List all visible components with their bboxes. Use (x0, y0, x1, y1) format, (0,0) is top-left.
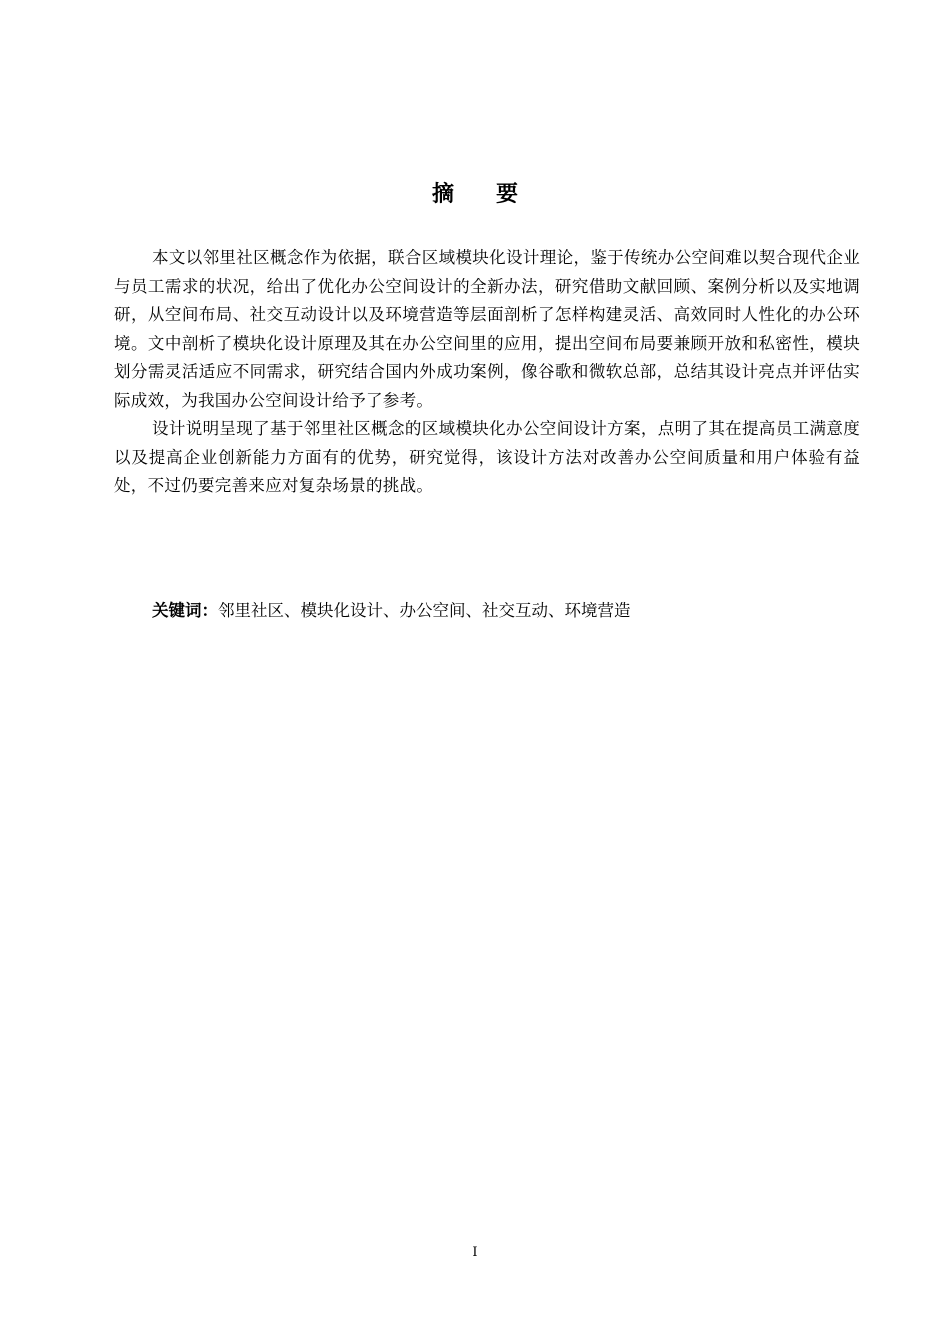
abstract-title: 摘要 (431, 182, 560, 207)
keywords-label: 关键词： (152, 601, 218, 620)
keywords-value: 邻里社区、模块化设计、办公空间、社交互动、环境营造 (218, 601, 631, 620)
abstract-paragraph-2: 设计说明呈现了基于邻里社区概念的区域模块化办公空间设计方案，点明了其在提高员工满意度以及提高企业创新能力方面有的优势，研究觉得，该设计方法对改善办公空间质量和用户体验有益处，不过仍要完善来应对复杂场景的挑战。 (114, 419, 860, 495)
page-number: I (472, 1245, 478, 1260)
keywords-line (152, 597, 852, 625)
abstract-paragraph-1: 本文以邻里社区概念作为依据，联合区域模块化设计理论，鉴于传统办公空间难以契合现代企业与员工需求的状况，给出了优化办公空间设计的全新办法，研究借助文献回顾、案例分析以及实地调研，从空间布局、社交互动设计以及环境营造等层面剖析了怎样构建灵活、高效同时人性化的办公环境。文中剖析了模块化设计原理及其在办公空间里的应用，提出空间布局要兼顾开放和私密性，模块划分需灵活适应不同需求，研究结合国内外成功案例，像谷歌和微软总部，总结其设计亮点并评估实际成效，为我国办公空间设计给予了参考。 (114, 248, 860, 410)
abstract-body (114, 244, 860, 501)
